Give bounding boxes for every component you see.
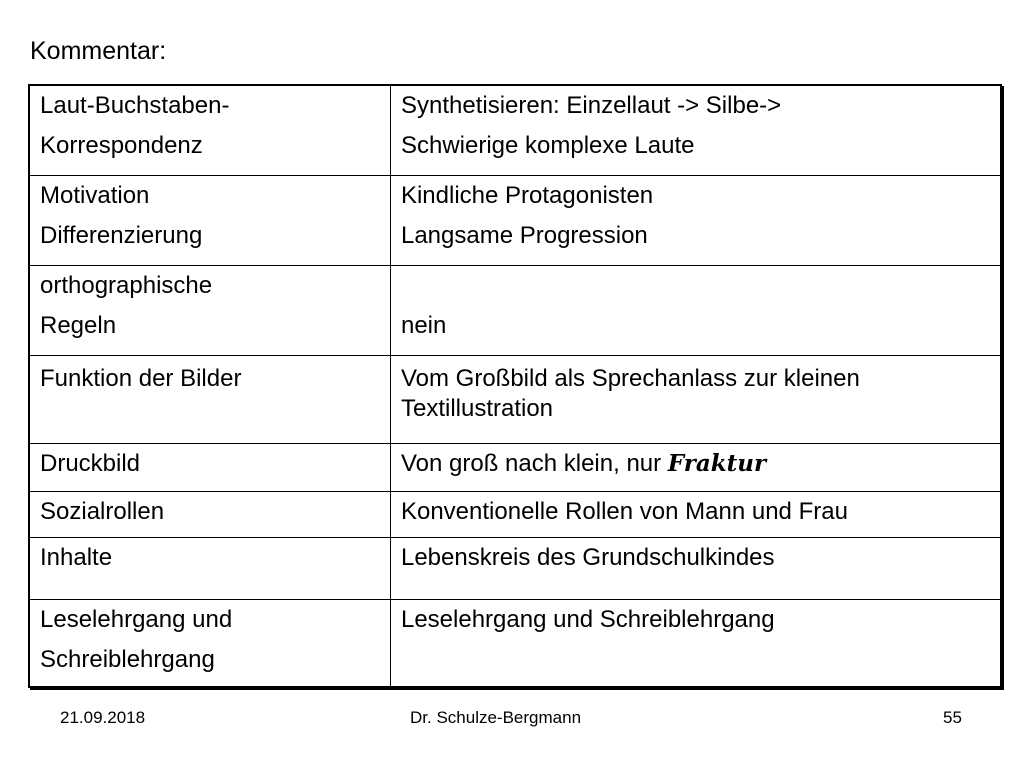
fraktur-text: Fraktur	[667, 449, 767, 477]
slide-title: Kommentar:	[30, 37, 167, 65]
table-row	[29, 355, 1001, 443]
row-value: Synthetisieren: Einzellaut -> Silbe-> Schwierige komplexe Laute	[390, 85, 1001, 175]
table-row	[29, 537, 1001, 599]
row-label: Inhalte	[29, 537, 390, 599]
footer-page-number: 55	[943, 708, 962, 727]
row-label: orthographische Regeln	[29, 265, 390, 355]
row-label: Druckbild	[29, 443, 390, 491]
table-row	[29, 599, 1001, 687]
row-label: Laut-Buchstaben- Korrespondenz	[29, 85, 390, 175]
table-row	[29, 443, 1001, 491]
row-label: Leselehrgang und Schreiblehrgang	[29, 599, 390, 687]
footer-date: 21.09.2018	[60, 708, 146, 727]
table-row	[29, 175, 1001, 265]
comment-table	[28, 84, 1002, 688]
row-label: Motivation Differenzierung	[29, 175, 390, 265]
footer-author: Dr. Schulze-Bergmann	[410, 708, 582, 727]
table-row	[29, 265, 1001, 355]
row-value: Konventionelle Rollen von Mann und Frau	[390, 491, 1001, 537]
row-value: Leselehrgang und Schreiblehrgang	[390, 599, 1001, 687]
row-label: Funktion der Bilder	[29, 355, 390, 443]
row-value: Lebenskreis des Grundschulkindes	[390, 537, 1001, 599]
row-value: nein	[390, 265, 1001, 355]
table-row	[29, 85, 1001, 175]
row-value: Von groß nach klein, nur Fraktur	[390, 443, 1001, 491]
row-value: Vom Großbild als Sprechanlass zur kleinen Textillustration	[390, 355, 1001, 443]
row-value: Kindliche Protagonisten Langsame Progression	[390, 175, 1001, 265]
row-label: Sozialrollen	[29, 491, 390, 537]
table-row	[29, 491, 1001, 537]
